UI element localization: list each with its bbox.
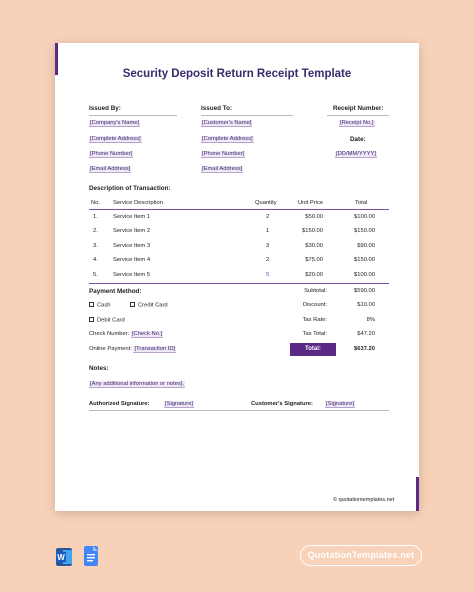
customer-signature-label: Customer's Signature:	[251, 401, 313, 407]
receipt-number-field[interactable]: [Receipt No.]	[340, 120, 374, 126]
checkbox-debit-card[interactable]	[89, 317, 94, 322]
customer-signature-field[interactable]: [Signature]	[326, 401, 355, 407]
total-label-box: Total:	[290, 343, 336, 356]
payment-method-label: Payment Method:	[89, 288, 142, 295]
col-header-unit-price: Unit Price	[298, 200, 324, 206]
checkbox-cash[interactable]	[89, 302, 94, 307]
row-4-unit: $75.00	[305, 257, 323, 263]
online-payment-row	[89, 346, 176, 352]
row-2-desc: Service Item 2	[113, 228, 151, 234]
transaction-heading: Description of Transaction:	[89, 185, 171, 192]
authorized-signature-field[interactable]: [Signature]	[165, 401, 194, 407]
check-number-field[interactable]: [Check No.]	[131, 331, 163, 337]
subtotal-label: Subtotal:	[304, 288, 327, 294]
row-4-qty: 2	[266, 257, 270, 263]
col-header-description: Service Description	[113, 200, 163, 206]
row-4-no: 4.	[93, 257, 98, 263]
issued-to-label: Issued To:	[201, 105, 233, 112]
subtotal-value: $590.00	[354, 288, 375, 294]
online-payment-label: Online Payment:	[89, 346, 132, 352]
col-header-no: No.	[91, 200, 101, 206]
table-bottom-line	[89, 283, 389, 284]
row-3-unit: $30.00	[305, 243, 323, 249]
transaction-id-field[interactable]: [Transaction ID]	[134, 346, 176, 352]
page-title: Security Deposit Return Receipt Template	[122, 68, 352, 80]
copyright-text: © quotationtemplates.net	[333, 497, 395, 503]
row-1-desc: Service Item 1	[113, 214, 151, 220]
check-number-row	[89, 331, 163, 337]
notes-field[interactable]: [Any additional information or notes].	[90, 381, 185, 387]
total-value: $637.20	[354, 346, 375, 352]
issued-to-phone[interactable]: [Phone Number]	[202, 151, 245, 157]
issued-by-label: Issued By:	[89, 105, 121, 112]
discount-value: $10.00	[357, 302, 375, 308]
issued-by-email[interactable]: [Email Address]	[90, 166, 131, 172]
discount-label: Discount:	[302, 302, 327, 308]
row-5-qty: 5	[266, 272, 270, 278]
issued-by-company[interactable]: [Company's Name]	[90, 120, 140, 126]
row-3-qty: 3	[266, 243, 270, 249]
issued-to-email[interactable]: [Email Address]	[202, 166, 243, 172]
receipt-number-label: Receipt Number:	[333, 105, 384, 112]
authorized-signature-label: Authorized Signature:	[89, 401, 150, 407]
row-3-total: $90.00	[357, 243, 375, 249]
payment-option-cash[interactable]: Cash	[89, 302, 111, 309]
brand-badge[interactable]: QuotationTemplates.net	[300, 545, 422, 566]
issued-to-name[interactable]: [Customer's Name]	[202, 120, 252, 126]
receipt-underline	[327, 115, 389, 116]
row-4-desc: Service Item 4	[113, 257, 151, 263]
row-4-total: $150.00	[354, 257, 375, 263]
date-label: Date:	[350, 136, 366, 143]
issued-to-underline	[201, 115, 293, 116]
issued-by-address[interactable]: [Complete Address]	[90, 136, 141, 142]
checkbox-credit-card[interactable]	[130, 302, 135, 307]
row-1-total: $100.00	[354, 214, 375, 220]
word-icon-glyph	[56, 548, 72, 566]
accent-bar-bottom	[416, 477, 419, 511]
tax-total-label: Tax Total:	[302, 331, 327, 337]
row-2-no: 2.	[93, 228, 98, 234]
word-icon[interactable]	[56, 548, 72, 566]
row-5-unit: $20.00	[305, 272, 323, 278]
row-3-desc: Service Item 3	[113, 243, 151, 249]
row-1-qty: 2	[266, 214, 270, 220]
tax-rate-value: 8%	[366, 317, 375, 323]
row-2-unit: $150.00	[302, 228, 323, 234]
tax-rate-label: Tax Rate:	[302, 317, 327, 323]
row-2-qty: 1	[266, 228, 270, 234]
payment-option-credit-card[interactable]: Credit Card	[130, 302, 168, 309]
row-5-total: $100.00	[354, 272, 375, 278]
docs-icon[interactable]	[84, 546, 98, 566]
row-1-unit: $50.00	[305, 214, 323, 220]
row-2-total: $150.00	[354, 228, 375, 234]
check-number-label: Check Number:	[89, 331, 130, 337]
payment-option-debit-card[interactable]: Debit Card	[89, 317, 125, 324]
docs-icon-glyph	[84, 546, 98, 566]
signature-line	[89, 410, 389, 411]
row-3-no: 3.	[93, 243, 98, 249]
issued-to-address[interactable]: [Complete Address]	[202, 136, 253, 142]
date-field[interactable]: [DD/MM/YYYY]	[336, 151, 376, 157]
issued-by-phone[interactable]: [Phone Number]	[90, 151, 133, 157]
issued-by-underline	[89, 115, 177, 116]
notes-label: Notes:	[89, 365, 109, 372]
col-header-total: Total	[355, 200, 368, 206]
row-5-no: 5.	[93, 272, 98, 278]
col-header-quantity: Quantity	[255, 200, 277, 206]
row-1-no: 1.	[93, 214, 98, 220]
row-5-desc: Service Item 5	[113, 272, 151, 278]
receipt-document	[55, 43, 419, 511]
table-header-line	[89, 209, 389, 210]
tax-total-value: $47.20	[357, 331, 375, 337]
svg-text:W: W	[57, 553, 65, 562]
